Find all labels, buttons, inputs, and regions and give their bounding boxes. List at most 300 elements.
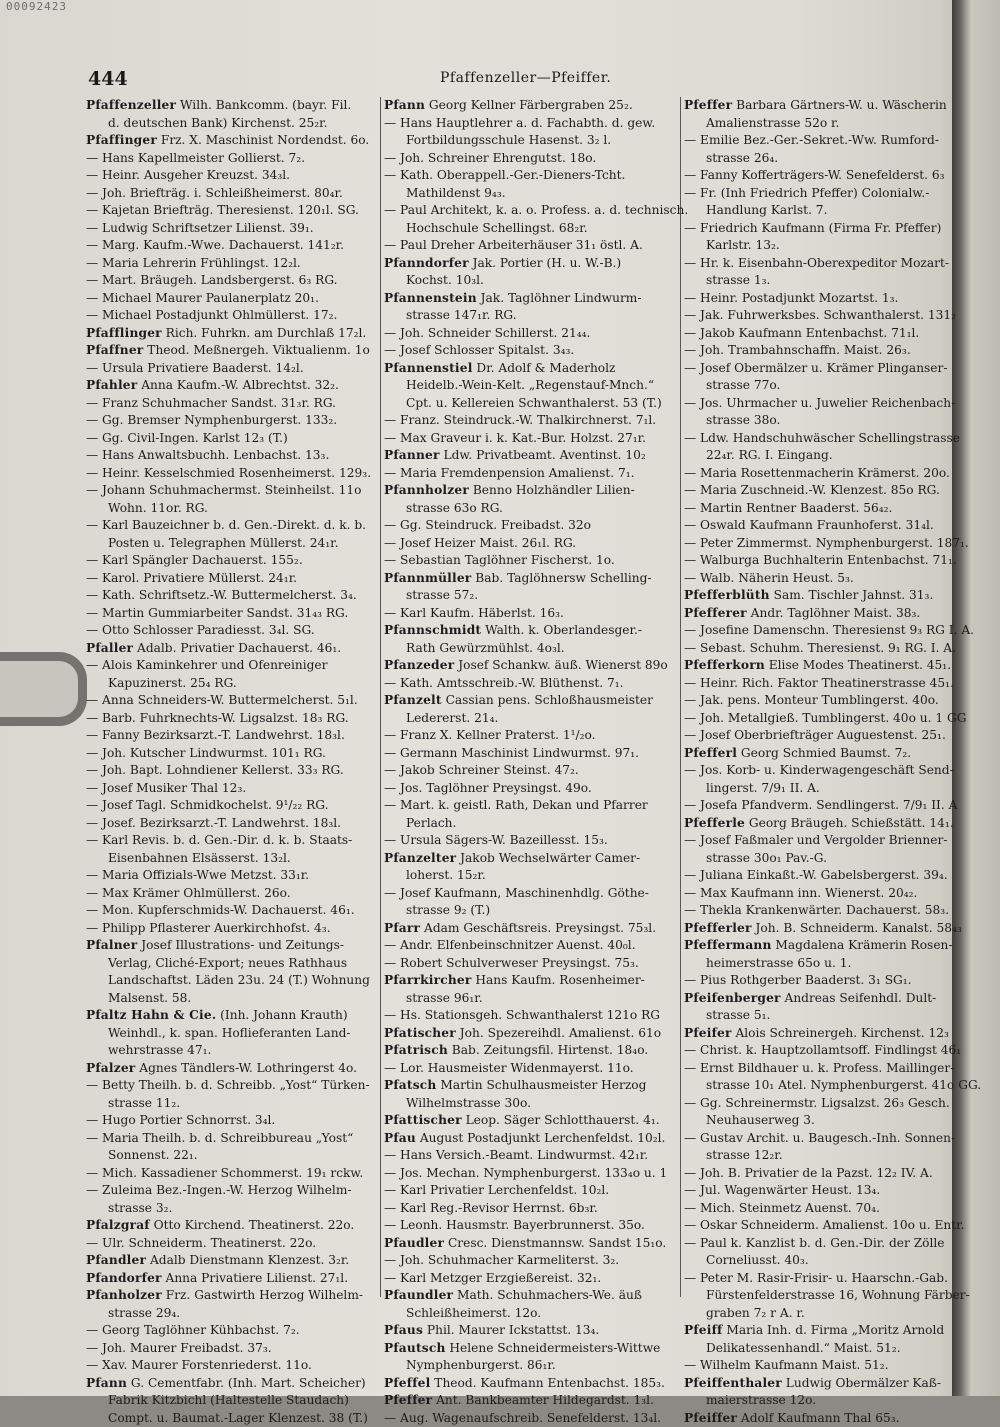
- entry-text: — Martin Rentner Baaderst. 56₄₂.: [684, 501, 892, 515]
- directory-entry: [684, 395, 960, 413]
- entry-text: Hochschule Schellingst. 68₂r.: [406, 221, 588, 235]
- entry-continuation: [86, 850, 378, 868]
- entry-text: Bab. Zeitungsfil. Hirtenst. 18₄o.: [448, 1043, 648, 1057]
- directory-entry: [86, 727, 378, 745]
- directory-entry: [86, 1060, 378, 1078]
- entry-text: Maria Inh. d. Firma „Moritz Arnold: [722, 1323, 944, 1337]
- entry-text: Anna Privatiere Lilienst. 27₁l.: [162, 1271, 348, 1285]
- entry-text: — Maria Zuschneid.-W. Klenzest. 85o RG.: [684, 483, 940, 497]
- directory-entry: [684, 797, 960, 815]
- directory-entry: [86, 202, 378, 220]
- directory-entry: [86, 255, 378, 273]
- surname-heading: Pfalzgraf: [86, 1218, 150, 1232]
- entry-text: strasse 29₄.: [108, 1306, 180, 1320]
- entry-continuation: [384, 867, 678, 885]
- entry-text: — Karol. Privatiere Müllerst. 24₁r.: [86, 571, 297, 585]
- surname-heading: Pfaundler: [384, 1288, 453, 1302]
- entry-text: — Mart. Bräugeh. Landsbergerst. 6₃ RG.: [86, 273, 338, 287]
- entry-text: Ldw. Privatbeamt. Aventinst. 10₂: [440, 448, 646, 462]
- directory-entry: [684, 622, 960, 640]
- entry-text: — Ursula Sägers-W. Bazeillesst. 15₃.: [384, 833, 608, 847]
- entry-text: Walth. k. Oberlandesger.-: [481, 623, 642, 637]
- directory-entry: [684, 815, 960, 833]
- surname-heading: Pfatsch: [384, 1078, 436, 1092]
- entry-continuation: [684, 115, 960, 133]
- entry-text: — Franz X. Kellner Praterst. 1¹/₂o.: [384, 728, 595, 742]
- entry-text: Jak. Portier (H. u. W.-B.): [469, 256, 621, 270]
- directory-entry: [384, 237, 678, 255]
- entry-continuation: [384, 500, 678, 518]
- directory-entry: [684, 640, 960, 658]
- directory-entry: [684, 570, 960, 588]
- surname-heading: Pfanner: [384, 448, 440, 462]
- directory-entry: [684, 1042, 960, 1060]
- directory-entry: [86, 1217, 378, 1235]
- entry-text: G. Cementfabr. (Inh. Mart. Scheicher): [127, 1376, 366, 1390]
- directory-entry: [86, 920, 378, 938]
- entry-text: — Wilhelm Kaufmann Maist. 51₂.: [684, 1358, 889, 1372]
- entry-text: — Germann Maschinist Lindwurmst. 97₁.: [384, 746, 639, 760]
- surname-heading: Pfeiffenthaler: [684, 1376, 782, 1390]
- directory-entry: [86, 377, 378, 395]
- entry-continuation: [684, 150, 960, 168]
- entry-text: Neuhauserweg 3.: [706, 1113, 815, 1127]
- directory-entry: [684, 605, 960, 623]
- directory-entry: [384, 832, 678, 850]
- directory-entry: [384, 1007, 678, 1025]
- entry-text: — Joh. B. Privatier de la Pazst. 12₂ IV. A.: [684, 1166, 933, 1180]
- entry-text: strasse 38o.: [706, 413, 780, 427]
- directory-entry: [86, 150, 378, 168]
- directory-entry: [86, 395, 378, 413]
- directory-entry: [86, 797, 378, 815]
- directory-entry: [384, 1042, 678, 1060]
- directory-entry: [684, 1200, 960, 1218]
- entry-text: — Maria Theilh. b. d. Schreibbureau „Yost“: [86, 1131, 353, 1145]
- entry-text: Dr. Adolf & Maderholz: [473, 361, 616, 375]
- directory-entry: [384, 1235, 678, 1253]
- directory-entry: [384, 1147, 678, 1165]
- scan-id: 00092423: [6, 0, 67, 13]
- entry-continuation: [684, 1392, 960, 1410]
- entry-text: Elise Modes Theatinerst. 45₁.: [765, 658, 951, 672]
- entry-text: — Sebast. Schuhm. Theresienst. 9₁ RG. I. A.: [684, 641, 956, 655]
- entry-text: — Martin Gummiarbeiter Sandst. 31₄₃ RG.: [86, 606, 348, 620]
- entry-text: — Karl Reg.-Revisor Herrnst. 6b₃r.: [384, 1201, 598, 1215]
- directory-entry: [684, 745, 960, 763]
- entry-text: strasse 3₂.: [108, 1201, 172, 1215]
- entry-text: — Friedrich Kaufmann (Firma Fr. Pfeffer): [684, 221, 941, 235]
- entry-text: — Karl Bauzeichner b. d. Gen.-Direkt. d. k. b.: [86, 518, 366, 532]
- entry-text: — Peter Zimmermst. Nymphenburgerst. 187₁.: [684, 536, 969, 550]
- entry-text: — Max Graveur i. k. Kat.-Bur. Holzst. 27₁r.: [384, 431, 646, 445]
- surname-heading: Pfannschmidt: [384, 623, 481, 637]
- entry-text: strasse 12₂r.: [706, 1148, 783, 1162]
- directory-entry: [684, 325, 960, 343]
- directory-entry: [384, 727, 678, 745]
- directory-entry: [384, 1200, 678, 1218]
- entry-continuation: [684, 1077, 960, 1095]
- entry-continuation: [384, 132, 678, 150]
- directory-entry: [684, 1095, 960, 1113]
- entry-text: — Ludwig Schriftsetzer Lilienst. 39₁.: [86, 221, 314, 235]
- surname-heading: Pfau: [384, 1131, 416, 1145]
- directory-entry: [384, 1287, 678, 1305]
- entry-text: Phil. Maurer Ickstattst. 13₄.: [423, 1323, 599, 1337]
- entry-text: — Hs. Stationsgeh. Schwanthalerst 121o RG: [384, 1008, 660, 1022]
- entry-continuation: [384, 272, 678, 290]
- surname-heading: Pfanholzer: [86, 1288, 162, 1302]
- directory-entry: [86, 885, 378, 903]
- entry-text: strasse 96₁r.: [406, 991, 483, 1005]
- surname-heading: Pfefferl: [684, 746, 737, 760]
- directory-entry: [86, 360, 378, 378]
- directory-entry: [384, 1217, 678, 1235]
- entry-text: Perlach.: [406, 816, 456, 830]
- directory-entry: [86, 762, 378, 780]
- directory-entry: [384, 692, 678, 710]
- entry-text: Helene Schneidermeisters-Wittwe: [446, 1341, 661, 1355]
- entry-text: — Josefa Pfandverm. Sendlingerst. 7/9₁ II. A: [684, 798, 957, 812]
- entry-continuation: [384, 220, 678, 238]
- entry-text: Rath Gewürzmühlst. 4o₃l.: [406, 641, 565, 655]
- directory-entry: [86, 482, 378, 500]
- directory-entry: [684, 902, 960, 920]
- surname-heading: Pfannenstiel: [384, 361, 473, 375]
- entry-text: — Joh. Briefträg. i. Schleißheimerst. 80₄r.: [86, 186, 343, 200]
- entry-text: Landschaftst. Läden 23u. 24 (T.) Wohnung: [108, 973, 370, 987]
- directory-entry: [86, 342, 378, 360]
- entry-text: — Max Krämer Ohlmüllerst. 26o.: [86, 886, 291, 900]
- directory-entry: [384, 920, 678, 938]
- entry-continuation: [684, 202, 960, 220]
- entry-continuation: [684, 850, 960, 868]
- entry-text: — Jul. Wagenwärter Heust. 13₄.: [684, 1183, 880, 1197]
- directory-entry: [684, 132, 960, 150]
- entry-text: Ludwig Obermälzer Kaß-: [782, 1376, 941, 1390]
- entry-text: Barbara Gärtners-W. u. Wäscherin: [732, 98, 946, 112]
- entry-text: — Kath. Oberappell.-Ger.-Dieners-Tcht.: [384, 168, 625, 182]
- directory-entry: [684, 675, 960, 693]
- directory-entry: [684, 1025, 960, 1043]
- surname-heading: Pfaus: [384, 1323, 423, 1337]
- entry-text: Cresc. Dienstmannsw. Sandst 15₁o.: [444, 1236, 666, 1250]
- directory-entry: [86, 780, 378, 798]
- directory-entry: [684, 430, 960, 448]
- directory-entry: [684, 1410, 960, 1427]
- entry-text: — Mich. Kassadiener Schommerst. 19₁ rckw.: [86, 1166, 363, 1180]
- directory-entry: [384, 412, 678, 430]
- directory-entry: [86, 1287, 378, 1305]
- directory-entry: [684, 185, 960, 203]
- directory-entry: [384, 255, 678, 273]
- directory-entry: [86, 552, 378, 570]
- entry-continuation: [384, 1095, 678, 1113]
- entry-text: 22₄r. RG. I. Eingang.: [706, 448, 833, 462]
- entry-text: — Johann Schuhmachermst. Steinheilst. 11o: [86, 483, 362, 497]
- entry-continuation: [384, 1305, 678, 1323]
- entry-text: — Hans Kapellmeister Gollierst. 7₂.: [86, 151, 305, 165]
- directory-entry: [86, 657, 378, 675]
- directory-entry: [86, 605, 378, 623]
- entry-continuation: [384, 710, 678, 728]
- directory-entry: [86, 517, 378, 535]
- directory-entry: [384, 605, 678, 623]
- entry-text: strasse 9₂ (T.): [406, 903, 490, 917]
- surname-heading: Pfeffer: [684, 98, 732, 112]
- directory-entry: [86, 937, 378, 955]
- directory-entry: [86, 587, 378, 605]
- entry-text: — Oswald Kaufmann Fraunhoferst. 31₄l.: [684, 518, 934, 532]
- directory-entry: [684, 867, 960, 885]
- entry-text: — Hugo Portier Schnorrst. 3₄l.: [86, 1113, 275, 1127]
- entry-text: — Josef. Bezirksarzt.-T. Landwehrst. 18₃l.: [86, 816, 341, 830]
- directory-entry: [384, 955, 678, 973]
- directory-entry: [86, 272, 378, 290]
- directory-entry: [86, 1007, 378, 1025]
- entry-text: — Josef Oberbriefträger Auguestenst. 25₁.: [684, 728, 946, 742]
- directory-entry: [384, 1130, 678, 1148]
- directory-entry: [384, 1340, 678, 1358]
- directory-entry: [384, 797, 678, 815]
- page-number: 444: [88, 68, 128, 90]
- directory-entry: [384, 1182, 678, 1200]
- entry-text: Math. Schuhmachers-We. äuß: [453, 1288, 642, 1302]
- directory-entry: [384, 1025, 678, 1043]
- entry-text: Verlag, Cliché-Export; neues Rathhaus: [108, 956, 347, 970]
- entry-text: Sam. Tischler Jahnst. 31₃.: [770, 588, 934, 602]
- entry-text: — Pius Rothgerber Baaderst. 3₁ SG₁.: [684, 973, 912, 987]
- entry-text: maierstrasse 12o.: [706, 1393, 816, 1407]
- directory-entry: [384, 342, 678, 360]
- directory-entry: [384, 482, 678, 500]
- entry-text: Sonnenst. 22₁.: [108, 1148, 198, 1162]
- entry-text: Martin Schulhausmeister Herzog: [436, 1078, 646, 1092]
- entry-text: — Jak. pens. Monteur Tumblingerst. 40o.: [684, 693, 939, 707]
- entry-text: — Fanny Kofferträgers-W. Senefelderst. 6₃: [684, 168, 945, 182]
- entry-continuation: [86, 955, 378, 973]
- entry-text: Josef Schankw. äuß. Wienerst 89o: [454, 658, 667, 672]
- directory-entry: [684, 255, 960, 273]
- directory-entry: [86, 1322, 378, 1340]
- directory-entry: [86, 867, 378, 885]
- column-2: [384, 97, 678, 1427]
- directory-entry: [684, 727, 960, 745]
- directory-entry: [684, 1235, 960, 1253]
- directory-entry: [384, 447, 678, 465]
- directory-entry: [86, 1182, 378, 1200]
- directory-entry: [384, 570, 678, 588]
- surname-heading: Pfatischer: [384, 1026, 456, 1040]
- entry-text: — Alois Kaminkehrer und Ofenreiniger: [86, 658, 327, 672]
- entry-text: Handlung Karlst. 7.: [706, 203, 827, 217]
- entry-text: — Josef Obermälzer u. Krämer Plinganser-: [684, 361, 947, 375]
- entry-text: Andr. Taglöhner Maist. 38₃.: [747, 606, 920, 620]
- entry-text: Georg Schmied Baumst. 7₂.: [737, 746, 911, 760]
- entry-text: strasse 147₁r. RG.: [406, 308, 517, 322]
- entry-text: Anna Kaufm.-W. Albrechtst. 32₂.: [137, 378, 339, 392]
- entry-text: — Philipp Pflasterer Auerkirchhofst. 4₃.: [86, 921, 331, 935]
- directory-entry: [684, 500, 960, 518]
- entry-continuation: [86, 535, 378, 553]
- entry-text: Adam Geschäftsreis. Preysingst. 75₃l.: [420, 921, 656, 935]
- surname-heading: Pfaffenzeller: [86, 98, 176, 112]
- entry-continuation: [86, 1410, 378, 1427]
- directory-entry: [86, 710, 378, 728]
- surname-heading: Pfanzelt: [384, 693, 442, 707]
- entry-text: — Robert Schulverweser Preysingst. 75₃.: [384, 956, 639, 970]
- directory-entry: [86, 237, 378, 255]
- directory-entry: [384, 1375, 678, 1393]
- entry-continuation: [384, 990, 678, 1008]
- directory-entry: [384, 535, 678, 553]
- entry-text: — Gg. Steindruck. Freibadst. 32o: [384, 518, 591, 532]
- directory-entry: [86, 132, 378, 150]
- entry-text: Amalienstrasse 52o r.: [706, 116, 839, 130]
- directory-entry: [384, 1077, 678, 1095]
- entry-text: — Heinr. Postadjunkt Mozartst. 1₃.: [684, 291, 898, 305]
- entry-continuation: [384, 587, 678, 605]
- directory-entry: [384, 762, 678, 780]
- entry-text: — Paul Architekt, k. a. o. Profess. a. d. technisch.: [384, 203, 688, 217]
- directory-entry: [384, 465, 678, 483]
- entry-text: — Hr. k. Eisenbahn-Oberexpeditor Mozart-: [684, 256, 949, 270]
- directory-entry: [384, 850, 678, 868]
- directory-entry: [684, 920, 960, 938]
- surname-heading: Pfann: [384, 98, 425, 112]
- directory-entry: [384, 1112, 678, 1130]
- surname-heading: Pfalner: [86, 938, 137, 952]
- surname-heading: Pfahler: [86, 378, 137, 392]
- entry-text: Compt. u. Baumat.-Lager Klenzest. 38 (T.): [108, 1411, 368, 1425]
- entry-text: — Josef Schlosser Spitalst. 3₄₃.: [384, 343, 574, 357]
- entry-continuation: [684, 780, 960, 798]
- surname-heading: Pfeffel: [384, 1376, 430, 1390]
- directory-entry: [384, 167, 678, 185]
- entry-text: Georg Kellner Färbergraben 25₂.: [425, 98, 633, 112]
- entry-text: — Xav. Maurer Forstenriederst. 11o.: [86, 1358, 312, 1372]
- directory-entry: [684, 972, 960, 990]
- entry-text: Cassian pens. Schloßhausmeister: [442, 693, 653, 707]
- entry-text: Fabrik Kitzbichl (Haltestelle Staudach): [108, 1393, 349, 1407]
- entry-text: — Fr. (Inh Friedrich Pfeffer) Colonialw.-: [684, 186, 929, 200]
- surname-heading: Pfanndorfer: [384, 256, 469, 270]
- entry-text: — Heinr. Ausgeher Kreuzst. 34₃l.: [86, 168, 290, 182]
- entry-text: strasse 57₂.: [406, 588, 478, 602]
- entry-text: Weinhdl., k. span. Hoflieferanten Land-: [108, 1026, 351, 1040]
- entry-text: Cpt. u. Kellereien Schwanthalerst. 53 (T.): [406, 396, 662, 410]
- directory-entry: [684, 587, 960, 605]
- directory-entry: [86, 290, 378, 308]
- entry-continuation: [684, 1287, 960, 1305]
- entry-continuation: [684, 237, 960, 255]
- entry-text: — Kajetan Briefträg. Theresienst. 120₁l. SG.: [86, 203, 359, 217]
- directory-entry: [684, 885, 960, 903]
- entry-continuation: [684, 1147, 960, 1165]
- directory-entry: [684, 832, 960, 850]
- entry-text: August Postadjunkt Lerchenfeldst. 10₂l.: [416, 1131, 665, 1145]
- entry-continuation: [384, 640, 678, 658]
- entry-text: strasse 11₂.: [108, 1096, 180, 1110]
- entry-text: — Andr. Elfenbeinschnitzer Auenst. 40₀l.: [384, 938, 636, 952]
- surname-heading: Pfefferler: [684, 921, 752, 935]
- entry-text: — Ulr. Schneiderm. Theatinerst. 22o.: [86, 1236, 316, 1250]
- directory-entry: [384, 202, 678, 220]
- directory-entry: [384, 675, 678, 693]
- entry-continuation: [86, 1305, 378, 1323]
- entry-text: wehrstrasse 47₁.: [108, 1043, 211, 1057]
- entry-text: — Josef Faßmaler und Vergolder Brienner-: [684, 833, 947, 847]
- entry-text: — Joh. Kutscher Lindwurmst. 101₁ RG.: [86, 746, 326, 760]
- surname-heading: Pfannholzer: [384, 483, 469, 497]
- surname-heading: Pfatrisch: [384, 1043, 448, 1057]
- entry-text: — Leonh. Hausmstr. Bayerbrunnerst. 35o.: [384, 1218, 645, 1232]
- entry-continuation: [384, 185, 678, 203]
- entry-continuation: [684, 1340, 960, 1358]
- surname-heading: Pfann: [86, 1376, 127, 1390]
- entry-text: strasse 30o₁ Pav.-G.: [706, 851, 827, 865]
- entry-text: Hans Kaufm. Rosenheimer-: [472, 973, 645, 987]
- directory-entry: [86, 430, 378, 448]
- entry-text: — Ldw. Handschuhwäscher Schellingstrasse: [684, 431, 960, 445]
- directory-entry: [86, 1130, 378, 1148]
- entry-continuation: [86, 1025, 378, 1043]
- entry-text: — Joh. Schneider Schillerst. 21₄₄.: [384, 326, 590, 340]
- entry-continuation: [384, 377, 678, 395]
- entry-text: Agnes Tändlers-W. Lothringerst 4o.: [135, 1061, 357, 1075]
- directory-entry: [86, 185, 378, 203]
- surname-heading: Pfefferer: [684, 606, 747, 620]
- surname-heading: Pfaller: [86, 641, 133, 655]
- surname-heading: Pfeiffer: [684, 1411, 737, 1425]
- entry-text: Theod. Meßnergeh. Viktualienm. 1o: [143, 343, 369, 357]
- directory-entry: [384, 937, 678, 955]
- column-divider: [380, 97, 381, 1297]
- entry-text: — Max Kaufmann inn. Wienerst. 20₄₂.: [684, 886, 917, 900]
- directory-entry: [86, 832, 378, 850]
- entry-text: — Mich. Steinmetz Auenst. 70₄.: [684, 1201, 880, 1215]
- directory-entry: [384, 885, 678, 903]
- entry-continuation: [684, 1305, 960, 1323]
- directory-entry: [684, 167, 960, 185]
- entry-text: — Paul Dreher Arbeiterhäuser 31₁ östl. A.: [384, 238, 643, 252]
- directory-entry: [86, 1357, 378, 1375]
- surname-heading: Pfannenstein: [384, 291, 477, 305]
- entry-text: graben 7₂ r A. r.: [706, 1306, 805, 1320]
- entry-text: — Peter M. Rasir-Frisir- u. Haarschn.-Gab.: [684, 1271, 948, 1285]
- entry-text: — Gg. Bremser Nymphenburgerst. 133₂.: [86, 413, 337, 427]
- entry-text: Frz. X. Maschinist Nordendst. 6o.: [157, 133, 369, 147]
- surname-heading: Pfaffner: [86, 343, 143, 357]
- entry-text: Alois Schreinergeh. Kirchenst. 12₃: [732, 1026, 949, 1040]
- entry-text: Josef Illustrations- und Zeitungs-: [137, 938, 344, 952]
- entry-text: — Joh. Schuhmacher Karmeliterst. 3₂.: [384, 1253, 619, 1267]
- entry-continuation: [684, 412, 960, 430]
- entry-text: Bab. Taglöhnersw Schelling-: [471, 571, 651, 585]
- entry-text: — Jos. Mechan. Nymphenburgerst. 133₄o u. 1: [384, 1166, 667, 1180]
- directory-entry: [86, 307, 378, 325]
- entry-text: — Fanny Bezirksarzt.-T. Landwehrst. 18₃l.: [86, 728, 345, 742]
- entry-text: — Lor. Hausmeister Widenmayerst. 11o.: [384, 1061, 634, 1075]
- directory-entry: [684, 710, 960, 728]
- entry-text: — Karl Spängler Dachauerst. 155₂.: [86, 553, 303, 567]
- directory-entry: [86, 745, 378, 763]
- directory-entry: [384, 622, 678, 640]
- directory-entry: [684, 937, 960, 955]
- surname-heading: Pfarrkircher: [384, 973, 472, 987]
- binding-hole: [0, 652, 87, 726]
- directory-entry: [384, 780, 678, 798]
